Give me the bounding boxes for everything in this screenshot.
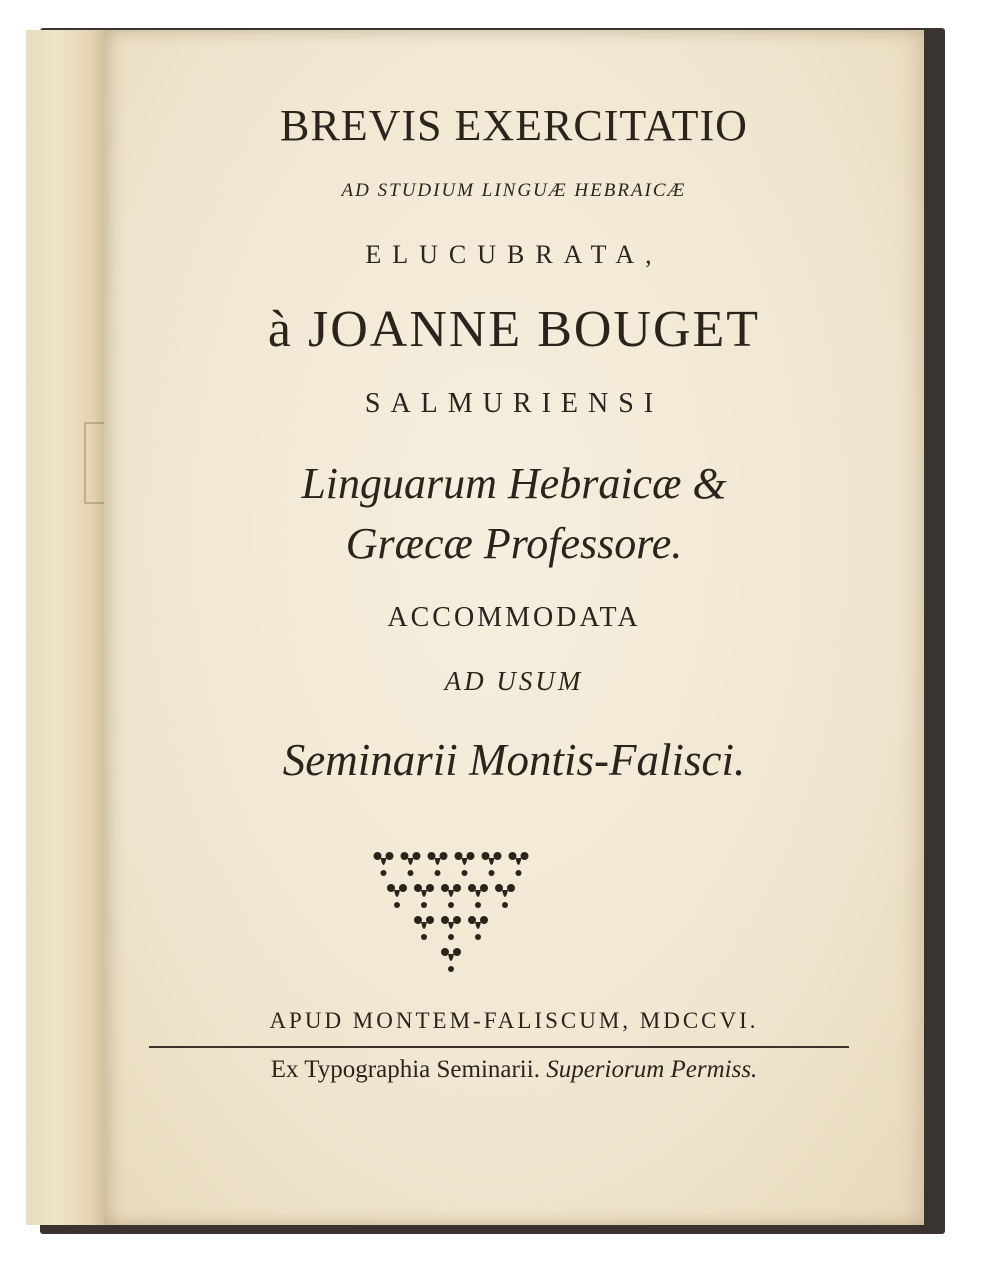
ad-usum-line: AD USUM [444,666,584,696]
bleed-through-mark [84,422,104,504]
fleuron-unit [482,852,502,876]
fleuron-unit [401,852,421,876]
fleuron-unit [414,884,434,908]
fleuron-unit [495,884,515,908]
imprint-rule [149,1046,849,1048]
elucubrata-line: ELUCUBRATA, [365,240,663,269]
author-line: à JOANNE BOUGET [267,301,761,358]
fleuron-unit [428,852,448,876]
seminary-line: Seminarii Montis-Falisci. [282,735,746,785]
imprint-printer: Ex Typographia Seminarii. [270,1056,540,1083]
binding-gutter [26,30,110,1225]
fleuron-unit [468,884,488,908]
fleuron-unit [387,884,407,908]
fleuron-ornament-icon [366,846,536,976]
fleuron-unit [509,852,529,876]
imprint-place-line: APUD MONTEM-FALISCUM, MDCCVI. [269,1008,759,1033]
fleuron-unit [441,884,461,908]
accommodata-line: ACCOMMODATA [387,602,641,633]
fleuron-unit [468,916,488,940]
fleuron-unit [441,916,461,940]
author-title-line-2: Græcæ Professore. [345,519,683,568]
imprint-permission: Superiorum Permiss. [546,1056,758,1083]
fleuron-unit [414,916,434,940]
title-line: BREVIS EXERCITATIO [280,101,748,150]
fleuron-unit [441,948,461,972]
fleuron-unit [374,852,394,876]
fleuron-unit [455,852,475,876]
imprint-printer-line [104,1056,924,1084]
subtitle-line: AD STUDIUM LINGUÆ HEBRAICÆ [341,180,687,201]
title-page [104,30,924,1225]
author-title-line-1: Linguarum Hebraicæ & [301,459,727,508]
author-origin-line: SALMURIENSI [364,388,664,419]
